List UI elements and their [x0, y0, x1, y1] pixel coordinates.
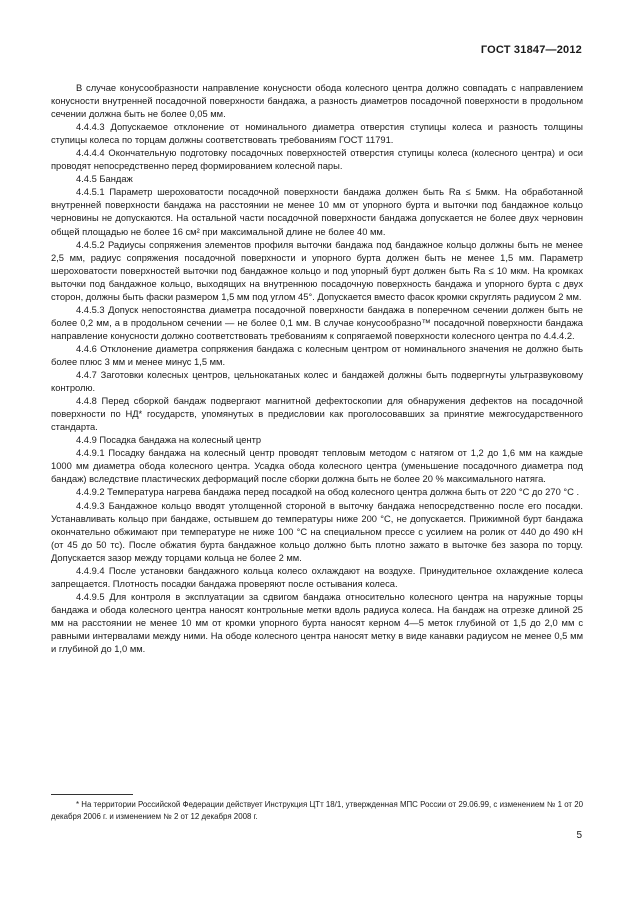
paragraph-4-4-5-3: 4.4.5.3 Допуск непостоянства диаметра посадочной поверхности бандажа в поперечном сечении должен быть не более 0,2 мм, а в продольном сечении — не более 0,1 мм. В случае конусообразно™ посадочной поверхности бандажа направление конусности должно соответствовать требованиям к сопрягаемой поверхности колесного центра по 4.4.4.2. — [51, 304, 583, 341]
paragraph-4-4-9-2: 4.4.9.2 Температура нагрева бандажа перед посадкой на обод колесного центра должна быть от 220 °С до 270 °С . — [76, 487, 580, 498]
section-heading-4-4-9: 4.4.9 Посадка бандажа на колесный центр — [76, 435, 262, 446]
paragraph-4-4-9-4: 4.4.9.4 После установки бандажного кольца колесо охлаждают на воздухе. Принудительное охлаждение колеса запрещается. Плотность посадки бандажа проверяют после остывания колеса. — [51, 565, 583, 589]
standard-header: ГОСТ 31847—2012 — [480, 44, 582, 56]
paragraph-4-4-4-3: 4.4.4.3 Допускаемое отклонение от номинального диаметра отверстия ступицы колеса и разность толщины ступицы колеса по торцам должны соответствовать требованиям ГОСТ 11791. — [51, 122, 583, 146]
page-number: 5 — [576, 830, 582, 841]
paragraph-4-4-9-5: 4.4.9.5 Для контроля в эксплуатации за сдвигом бандажа относительно колесного центра на наружные торцы бандажа и обода колесного центра наносят контрольные метки вдоль радиуса колеса. На бандаж на отрезке длиной 25 мм на расстоянии не менее 10 мм от кромки упорного бурта наносят керном 4—5 меток глубиной от 1,5 до 2,0 мм с равными интервалами между ними. На ободе колесного центра наносят метку в виде канавки радиусом не менее 0,5 мм и глубиной до 1,0 мм. — [51, 591, 583, 655]
body-text — [51, 82, 583, 656]
paragraph-4-4-9-1: 4.4.9.1 Посадку бандажа на колесный центр проводят тепловым методом с натягом от 1,2 до 1,6 мм на каждые 1000 мм диаметра обода колесного центра. Усадка обода колесного центра (уменьшение посадочного диаметра под бандаж) вследствие пластических деформаций после сборки должна быть не более 20 % максимального натяга. — [51, 448, 583, 485]
section-heading-4-4-5: 4.4.5 Бандаж — [76, 174, 133, 185]
footnote: * На территории Российской Федерации действует Инструкция ЦТт 18/1, утвержденная МПС России от 29.06.99, с изменением № 1 от 20 декабря 2006 г. и изменением № 2 от 12 декабря 2008 г. — [51, 800, 583, 821]
paragraph-4-4-5-2: 4.4.5.2 Радиусы сопряжения элементов профиля выточки бандажа под бандажное кольцо должны быть не менее 2,5 мм, радиус сопряжения посадочной поверхности и упорного бурта должен быть не менее 1,5 мм. Параметр шероховатости поверхностей выточки под бандажное кольцо и под упорный бурт должен быть Ra ≤ 10 мкм. На кромках выточки под бандажное кольцо, выходящих на внутреннюю посадочную поверхность бандажа и упорного бурта с двух сторон, должны быть фаски размером 1,5 мм под углом 45°. Допускается вместо фасок кромки скруглять радиусом 2 мм. — [51, 239, 583, 302]
paragraph-conicity: В случае конусообразности направление конусности обода колесного центра должно совпадать с направлением конусности внутренней посадочной поверхности бандажа, а разность диаметров посадочной поверхности в продольном сечении должна быть не более 0,05 мм. — [51, 83, 583, 120]
paragraph-4-4-9-3: 4.4.9.3 Бандажное кольцо вводят утолщенной стороной в выточку бандажа непосредственно после его посадки. Устанавливать кольцо при бандаже, остывшем до температуры ниже 200 °С, не допускается. Прижимной бурт бандажа окончательно обжимают при температуре не ниже 100 °С на специальном прессе с усилием на ролик от 440 до 490 кН (от 45 до 50 тс). После обжатия бурта бандажное кольцо должно быть плотно зажато в выточке без зазора по торцу. Допускается зазор между торцами кольца не более 2 мм. — [51, 500, 583, 563]
footnote-divider — [51, 794, 133, 795]
paragraph-4-4-5-1: 4.4.5.1 Параметр шероховатости посадочной поверхности бандажа должен быть Ra ≤ 5мкм. На обработанной внутренней поверхности бандажа на расстоянии не менее 10 мм от упорного бурта и выточки под бандажное кольцо черновины не допускаются. На остальной части посадочной поверхности бандажа допускается не более двух черновин общей площадью не более 16 см² при максимальной длине не более 40 мм. — [51, 187, 583, 237]
paragraph-4-4-7: 4.4.7 Заготовки колесных центров, цельнокатаных колес и бандажей должны быть подвергнуты ультразвуковому контролю. — [51, 370, 583, 394]
paragraph-4-4-8: 4.4.8 Перед сборкой бандаж подвергают магнитной дефектоскопии для обнаружения дефектов на посадочной поверхности по НД* государств, упомянутых в предисловии как проголосовавших за принятие межгосударственного стандарта. — [51, 396, 583, 433]
paragraph-4-4-4-4: 4.4.4.4 Окончательную подготовку посадочных поверхностей отверстия ступицы колеса (колесного центра) и оси проводят непосредственно перед формированием колесной пары. — [51, 148, 583, 172]
paragraph-4-4-6: 4.4.6 Отклонение диаметра сопряжения бандажа с колесным центром от номинального значения не должно быть более плюс 3 мм и менее минус 1,5 мм. — [51, 343, 583, 367]
